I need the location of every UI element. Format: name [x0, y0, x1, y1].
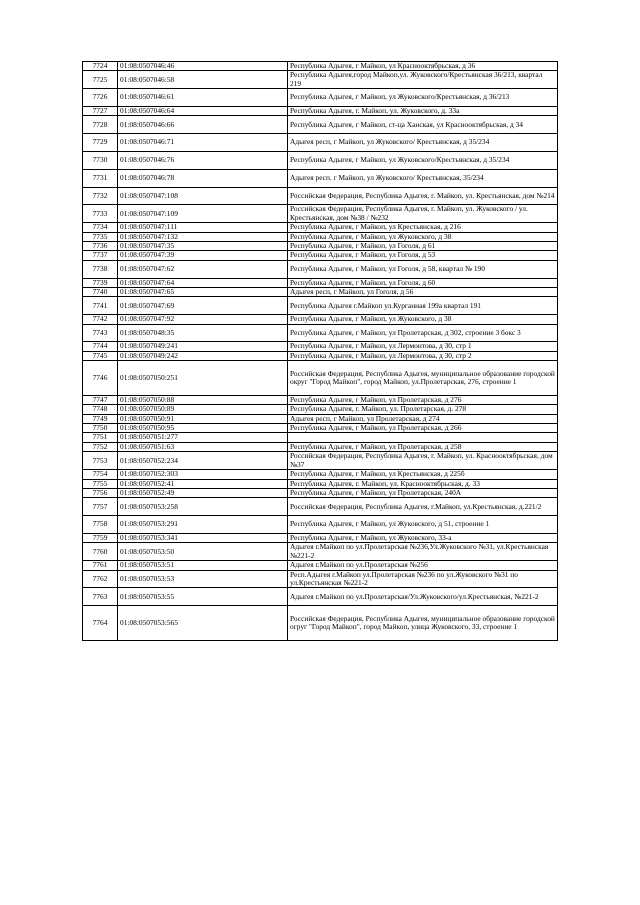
row-number-cell: 7749	[83, 414, 118, 423]
row-number-cell: 7725	[83, 71, 118, 89]
table-row	[83, 342, 558, 351]
address-cell: Республика Адыгея, г. Майкоп, ул. Жуковского, д. 33а	[288, 107, 558, 116]
address-cell: Республика Адыгея, г Майкоп, ул Жуковского/Крестьянская, д 35/234	[288, 152, 558, 170]
table-row	[83, 242, 558, 251]
row-number-cell: 7759	[83, 533, 118, 542]
row-number-cell: 7742	[83, 315, 118, 324]
row-number-cell: 7757	[83, 498, 118, 516]
address-cell: Республика Адыгея, г Майкоп, ул Крестьянская, д 216	[288, 223, 558, 232]
address-cell: Адыгея г.Майкоп по ул.Пролетарская/Ул.Жуковского/ул.Крестьянская, №221-2	[288, 588, 558, 606]
address-cell: Республика Адыгея, г. Майкоп, ул. Пролетарская, д. 278	[288, 405, 558, 414]
table-row	[83, 414, 558, 423]
row-number-cell: 7737	[83, 251, 118, 260]
row-number-cell: 7761	[83, 561, 118, 570]
address-cell: Республика Адыгея, г Майкоп, ул Краснооктябрьская, д 36	[288, 62, 558, 71]
cadastral-number-cell: 01:08:0507046:58	[118, 71, 288, 89]
cadastral-number-cell: 01:08:0507053:53	[118, 570, 288, 588]
table-row	[83, 116, 558, 134]
table-row	[83, 288, 558, 297]
address-cell: Республика Адыгея, г Майкоп, ул Пролетарская, д 266	[288, 424, 558, 433]
row-number-cell: 7764	[83, 606, 118, 641]
row-number-cell: 7751	[83, 433, 118, 442]
cadastral-number-cell: 01:08:0507047:62	[118, 260, 288, 278]
cadastral-number-cell: 01:08:0507052:303	[118, 470, 288, 479]
table-row	[83, 205, 558, 223]
address-cell: Республика Адыгея, г. Майкоп, ул. Краснооктябрьская, д. 33	[288, 479, 558, 488]
table-row	[83, 452, 558, 470]
row-number-cell: 7763	[83, 588, 118, 606]
address-cell	[288, 433, 558, 442]
address-cell: Республика Адыгея, г Майкоп, ул Пролетарская, д 258	[288, 442, 558, 451]
address-cell: Адыгея г.Майкоп по ул.Пролетарская №236,Ул.Жуковского №31, ул.Крестьянская №221-2	[288, 543, 558, 561]
cadastral-number-cell: 01:08:0507050:88	[118, 395, 288, 404]
address-cell: Республика Адыгея, г Майкоп, ул Жуковского, д 51, строение 1	[288, 516, 558, 534]
address-cell: Республика Адыгея г.Майкоп ул.Курганная 199а квартал 191	[288, 297, 558, 315]
row-number-cell: 7758	[83, 516, 118, 534]
row-number-cell: 7760	[83, 543, 118, 561]
registry-table-page	[82, 61, 558, 641]
row-number-cell: 7762	[83, 570, 118, 588]
row-number-cell: 7734	[83, 223, 118, 232]
cadastral-number-cell: 01:08:0507046:78	[118, 169, 288, 187]
row-number-cell: 7756	[83, 488, 118, 497]
cadastral-number-cell: 01:08:0507053:50	[118, 543, 288, 561]
registry-table	[82, 61, 558, 641]
cadastral-number-cell: 01:08:0507053:55	[118, 588, 288, 606]
address-cell: Российская Федерация, Республика Адыгея, муниципальное образование городской огруг "Город Майкоп", город Майкоп, улица Жуковского, 33, строение 1	[288, 606, 558, 641]
cadastral-number-cell: 01:08:0507046:76	[118, 152, 288, 170]
table-row	[83, 498, 558, 516]
row-number-cell: 7740	[83, 288, 118, 297]
table-row	[83, 71, 558, 89]
row-number-cell: 7754	[83, 470, 118, 479]
address-cell: Адыгея респ. г Майкоп, ул Жуковского/ Крестьянская, 35/234	[288, 169, 558, 187]
address-cell: Республика Адыгея, г Майкоп, ул Гоголя, д 53	[288, 251, 558, 260]
row-number-cell: 7726	[83, 89, 118, 107]
address-cell: Респ.Адыгея г.Майкоп ул.Пролетарская №236 по ул.Жуковского №31 по ул.Крестьянская №221-2	[288, 570, 558, 588]
row-number-cell: 7744	[83, 342, 118, 351]
row-number-cell: 7731	[83, 169, 118, 187]
table-row	[83, 278, 558, 287]
row-number-cell: 7746	[83, 361, 118, 396]
cadastral-number-cell: 01:08:0507051:63	[118, 442, 288, 451]
cadastral-number-cell: 01:08:0507046:66	[118, 116, 288, 134]
address-cell: Республика Адыгея, г Майкоп, ул Гоголя, д 58, квартал № 190	[288, 260, 558, 278]
cadastral-number-cell: 01:08:0507047:108	[118, 187, 288, 205]
table-row	[83, 405, 558, 414]
cadastral-number-cell: 01:08:0507052:49	[118, 488, 288, 497]
row-number-cell: 7755	[83, 479, 118, 488]
address-cell: Российская Федерация, Республика Адыгея, г.Майкоп, ул.Крестьянская, д.221/2	[288, 498, 558, 516]
address-cell: Республика Адыгея, г Майкоп, ул Гоголя, д 60	[288, 278, 558, 287]
table-row	[83, 152, 558, 170]
cadastral-number-cell: 01:08:0507047:132	[118, 232, 288, 241]
table-row	[83, 315, 558, 324]
table-row	[83, 479, 558, 488]
row-number-cell: 7729	[83, 134, 118, 152]
table-row	[83, 89, 558, 107]
row-number-cell: 7739	[83, 278, 118, 287]
row-number-cell: 7743	[83, 324, 118, 342]
table-row	[83, 606, 558, 641]
address-cell: Республика Адыгея, г Майкоп, ул Лермонтова, д 30, стр 2	[288, 351, 558, 360]
address-cell: Республика Адыгея, г Майкоп, ул Жуковского, д 38	[288, 232, 558, 241]
cadastral-number-cell: 01:08:0507053:565	[118, 606, 288, 641]
table-row	[83, 361, 558, 396]
cadastral-number-cell: 01:08:0507047:64	[118, 278, 288, 287]
table-row	[83, 297, 558, 315]
cadastral-number-cell: 01:08:0507050:251	[118, 361, 288, 396]
cadastral-number-cell: 01:08:0507046:61	[118, 89, 288, 107]
cadastral-number-cell: 01:08:0507046:64	[118, 107, 288, 116]
cadastral-number-cell: 01:08:0507053:341	[118, 533, 288, 542]
address-cell: Российская Федерация, Республика Адыгея, г. Майкоп, ул. Краснооктябрьская, дом №37	[288, 452, 558, 470]
table-row	[83, 433, 558, 442]
table-row	[83, 223, 558, 232]
row-number-cell: 7728	[83, 116, 118, 134]
address-cell: Республика Адыгея, г Майкоп, ул Гоголя, д 61	[288, 242, 558, 251]
address-cell: Республика Адыгея,город Майкоп,ул. Жуковского/Крестьянская 36/213, квартал 219	[288, 71, 558, 89]
cadastral-number-cell: 01:08:0507047:111	[118, 223, 288, 232]
address-cell: Республика Адыгея, г Майкоп, ст-ца Ханская, ул Краснооктябрьская, д 34	[288, 116, 558, 134]
cadastral-number-cell: 01:08:0507047:39	[118, 251, 288, 260]
cadastral-number-cell: 01:08:0507050:95	[118, 424, 288, 433]
cadastral-number-cell: 01:08:0507050:91	[118, 414, 288, 423]
address-cell: Республика Адыгея, г Майкоп, ул Жуковского, 33-а	[288, 533, 558, 542]
address-cell: Российская Федерация, Республика Адыгея, муниципальное образование городской округ "Город Майкоп", город Майкоп, ул.Пролетарская, 276, строение 1	[288, 361, 558, 396]
table-row	[83, 570, 558, 588]
table-row	[83, 134, 558, 152]
row-number-cell: 7727	[83, 107, 118, 116]
cadastral-number-cell: 01:08:0507048:35	[118, 324, 288, 342]
address-cell: Республика Адыгея, г Майкоп, ул Пролетарская, д 276	[288, 395, 558, 404]
cadastral-number-cell: 01:08:0507047:92	[118, 315, 288, 324]
table-row	[83, 232, 558, 241]
cadastral-number-cell: 01:08:0507052:234	[118, 452, 288, 470]
cadastral-number-cell: 01:08:0507051:277	[118, 433, 288, 442]
table-row	[83, 169, 558, 187]
row-number-cell: 7724	[83, 62, 118, 71]
address-cell: Республика Адыгея, г Майкоп, ул Жуковского/Крестьянская, д 36/213	[288, 89, 558, 107]
table-row	[83, 187, 558, 205]
table-row	[83, 543, 558, 561]
row-number-cell: 7745	[83, 351, 118, 360]
address-cell: Республика Адыгея, г Майкоп, ул Жуковского, д 38	[288, 315, 558, 324]
address-cell: Российская Федерация, Республика Адыгея, г. Майкоп, ул. Крестьянская, дом №214	[288, 187, 558, 205]
address-cell: Адыгея респ, г Майкоп, ул Гоголя, д 56	[288, 288, 558, 297]
cadastral-number-cell: 01:08:0507049:242	[118, 351, 288, 360]
table-row	[83, 62, 558, 71]
address-cell: Республика Адыгея, г Майкоп, ул Пролетарская, д 302, строение 3 бокс 3	[288, 324, 558, 342]
cadastral-number-cell: 01:08:0507047:65	[118, 288, 288, 297]
row-number-cell: 7741	[83, 297, 118, 315]
row-number-cell: 7738	[83, 260, 118, 278]
table-row	[83, 107, 558, 116]
cadastral-number-cell: 01:08:0507052:41	[118, 479, 288, 488]
row-number-cell: 7733	[83, 205, 118, 223]
address-cell: Республика Адыгея, г Майкоп, ул Пролетарская, 240А	[288, 488, 558, 497]
address-cell: Адыгея г.Майкоп по ул.Пролетарская №256	[288, 561, 558, 570]
cadastral-number-cell: 01:08:0507053:258	[118, 498, 288, 516]
cadastral-number-cell: 01:08:0507053:291	[118, 516, 288, 534]
cadastral-number-cell: 01:08:0507050:89	[118, 405, 288, 414]
table-row	[83, 324, 558, 342]
table-row	[83, 442, 558, 451]
table-row	[83, 251, 558, 260]
row-number-cell: 7752	[83, 442, 118, 451]
row-number-cell: 7748	[83, 405, 118, 414]
cadastral-number-cell: 01:08:0507046:71	[118, 134, 288, 152]
cadastral-number-cell: 01:08:0507053:51	[118, 561, 288, 570]
table-row	[83, 351, 558, 360]
cadastral-number-cell: 01:08:0507046:46	[118, 62, 288, 71]
address-cell: Российская Федерация, Республика Адыгея, г. Майкоп, ул. Жуковского / ул. Крестьянская, дом №38 / №232	[288, 205, 558, 223]
cadastral-number-cell: 01:08:0507047:109	[118, 205, 288, 223]
address-cell: Адыгея респ, г Майкоп, ул Пролетарская, д 274	[288, 414, 558, 423]
row-number-cell: 7747	[83, 395, 118, 404]
table-row	[83, 488, 558, 497]
table-row	[83, 395, 558, 404]
row-number-cell: 7753	[83, 452, 118, 470]
address-cell: Адыгея респ, г Майкоп, ул Жуковского/ Крестьянская, д 35/234	[288, 134, 558, 152]
row-number-cell: 7736	[83, 242, 118, 251]
table-row	[83, 561, 558, 570]
table-row	[83, 470, 558, 479]
cadastral-number-cell: 01:08:0507049:241	[118, 342, 288, 351]
row-number-cell: 7730	[83, 152, 118, 170]
address-cell: Республика Адыгея, г Майкоп, ул Крестьянская, д 225б	[288, 470, 558, 479]
row-number-cell: 7750	[83, 424, 118, 433]
address-cell: Республика Адыгея, г Майкоп, ул Лермонтова, д 30, стр 1	[288, 342, 558, 351]
registry-table-body	[83, 62, 558, 641]
table-row	[83, 260, 558, 278]
table-row	[83, 424, 558, 433]
row-number-cell: 7735	[83, 232, 118, 241]
table-row	[83, 588, 558, 606]
row-number-cell: 7732	[83, 187, 118, 205]
table-row	[83, 533, 558, 542]
cadastral-number-cell: 01:08:0507047:35	[118, 242, 288, 251]
cadastral-number-cell: 01:08:0507047:69	[118, 297, 288, 315]
table-row	[83, 516, 558, 534]
